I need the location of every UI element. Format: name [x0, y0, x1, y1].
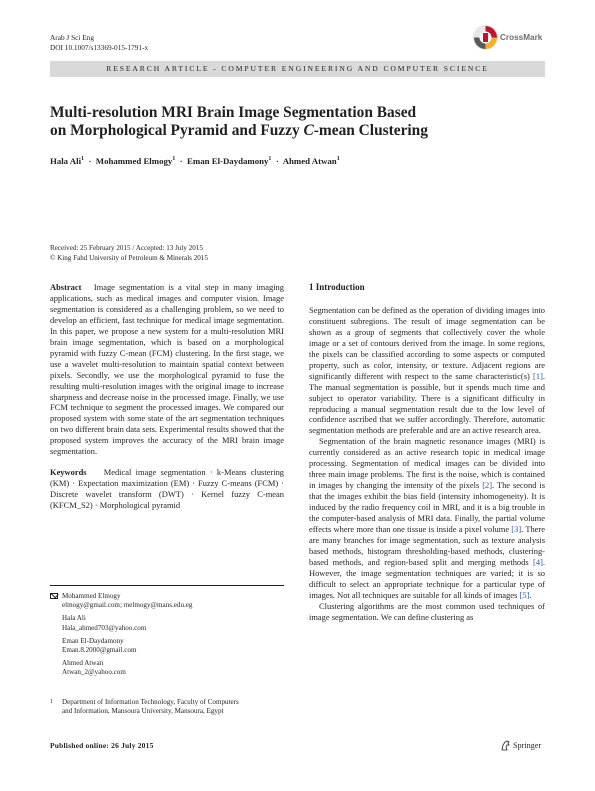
citation-link[interactable]: [5] [519, 589, 530, 600]
section-heading: 1 Introduction [309, 282, 365, 292]
intro-paragraph: Segmentation of the brain magnetic resonance images (MRI) is currently considered as an active research topic in medical image processing. Segmentation of medical images can be divided into three main image problems. The first is the noise, which is contained in images by changing the intensity of the pixels [2]. The second is that the images exhibit the bias field (intensity inhomogeneity). It is induced by the radio frequency coil in MRI, and it is a big trouble in the computer-based analysis of MRI data. Finally, the partial volume effects where more than one tissue is inside a pixel volume [3]. There are many branches for image segmentation, such as texture analysis based methods, histogram thresholding-based methods, clustering-based methods, and region-based split and merging methods [4]. However, the image segmentation techniques are varied; it is so difficult to select an appropriate technique for a particular type of images. Not all techniques are suitable for all kinds of images [5]. [309, 436, 545, 600]
author-separator: · [275, 156, 279, 166]
affiliation-text: Department of Information Technology, Faculty of Computers and Information, Mansoura University, Mansoura, Egypt [62, 698, 239, 716]
doi[interactable]: DOI 10.1007/s13369-015-1791-x [50, 42, 149, 52]
article-dates [50, 244, 208, 263]
author-contacts [50, 592, 284, 682]
author-name[interactable]: Hala Ali$^1$ [50, 156, 85, 166]
contact-email[interactable]: Hala_ahmed703@yahoo.com [62, 623, 147, 632]
journal-name: Arab J Sci Eng [50, 33, 94, 42]
crossmark-icon [472, 24, 499, 51]
citation-link[interactable]: [1] [533, 370, 543, 381]
author-list [50, 156, 340, 166]
author-separator: · [88, 156, 92, 166]
contact-entry [50, 637, 284, 655]
abstract-label: Abstract [50, 282, 82, 292]
article-category-banner: RESEARCH ARTICLE - COMPUTER ENGINEERING AND COMPUTER SCIENCE [50, 61, 545, 77]
article-title [50, 104, 545, 140]
affiliation-number: 1 [50, 699, 53, 705]
introduction-section [309, 282, 545, 623]
citation-link[interactable]: [3] [511, 524, 522, 535]
springer-horse-icon [500, 740, 511, 751]
contact-entry [50, 659, 284, 677]
publisher-name: Springer [513, 741, 542, 750]
contact-entry [50, 592, 284, 610]
author-name[interactable]: Eman El-Daydamony$^1$ [187, 156, 272, 166]
citation-link[interactable]: [4] [533, 556, 543, 567]
title-line-2: on Morphological Pyramid and Fuzzy C-mean Clustering [50, 122, 428, 139]
crossmark-label: CrossMark [500, 33, 543, 42]
author-name[interactable]: Mohammed Elmogy$^1$ [95, 156, 176, 166]
citation-link[interactable]: [2] [482, 480, 493, 491]
received-accepted: Received: 25 February 2015 / Accepted: 13 July 2015 [50, 244, 203, 252]
contact-email[interactable]: Eman.8.2000@gmail.com [62, 646, 137, 655]
contact-name: Mohammed Elmogy [62, 592, 121, 600]
keywords-text: Medical image segmentation · k-Means clustering (KM) · Expectation maximization (EM) · Fuzzy C-means (FCM) · Discrete wavelet transform (DWT) · Kernel fuzzy C-mean (KFCM_S2) · Morphological pyramid [50, 467, 285, 510]
crossmark-badge[interactable] [472, 24, 550, 54]
journal-header [50, 33, 148, 52]
footnote-divider [50, 585, 284, 586]
contact-name: Ahmed Atwan [62, 659, 104, 668]
published-online: Published online: 26 July 2015 [50, 741, 154, 750]
author-separator: · [179, 156, 183, 166]
contact-email[interactable]: Atwan_2@yahoo.com [62, 668, 126, 677]
contact-email[interactable]: elmogy@gmail.com; melmogy@mans.edu.eg [62, 601, 193, 610]
title-line-1: Multi-resolution MRI Brain Image Segmentation Based [50, 104, 417, 121]
intro-paragraph: Clustering algorithms are the most common used techniques of image segmentation. We can define clustering as [309, 600, 545, 622]
contact-entry [50, 614, 284, 632]
envelope-icon [50, 593, 58, 599]
author-name[interactable]: Ahmed Atwan$^1$ [282, 156, 340, 166]
intro-paragraph: Segmentation can be defined as the operation of dividing images into constituent subregions. The result of image segmentation can be shown as a group of segments that collectively cover the whole image or a set of contours derived from the image. In some regions, the pixels can be classified according to some aspects or computed property, such as color, intensity, or texture. Adjacent regions are significantly different with respect to the same characteristic(s) [1]. The manual segmentation is possible, but it spends much time and subject to operator variability. There is a significant difficulty in reproducing a manual segmentation result due to the low level of confidence ascribed that we suffer accordingly. Therefore, automatic segmentation methods are preferable and are an active research area. [309, 304, 545, 436]
copyright: © King Fahd University of Petroleum & Minerals 2015 [50, 253, 208, 262]
abstract-text: Image segmentation is a vital step in many imaging applications, such as medical images and computer vision. Image segmentation is considered as a challenging problem, so we need to develop an efficient, fast technique for medical image segmentation. In this paper, we propose a new system for a multi-resolution MRI brain image segmentation, which is based on a morphological pyramid with fuzzy C-mean (FCM) clustering. In the first stage, we use a wavelet multi-resolution to maintain spatial context between pixels. Secondly, we use the morphological pyramid to fuse the resulting multi-resolution images with the original image to increase sharpness and decrease noise in the processed image. Finally, we use FCM technique to segment the processed images. We compared our proposed system with some state of the art segmentation techniques on two different brain data sets. Experimental results showed that the proposed system improves the accuracy of the MRI brain image segmentation. [50, 282, 284, 457]
springer-logo [500, 740, 555, 752]
contact-name: Eman El-Daydamony [62, 636, 124, 645]
affiliation [50, 698, 284, 716]
keywords-label: Keywords [50, 467, 87, 477]
contact-name: Hala Ali [62, 614, 86, 623]
keywords [50, 467, 284, 511]
abstract [50, 282, 284, 457]
